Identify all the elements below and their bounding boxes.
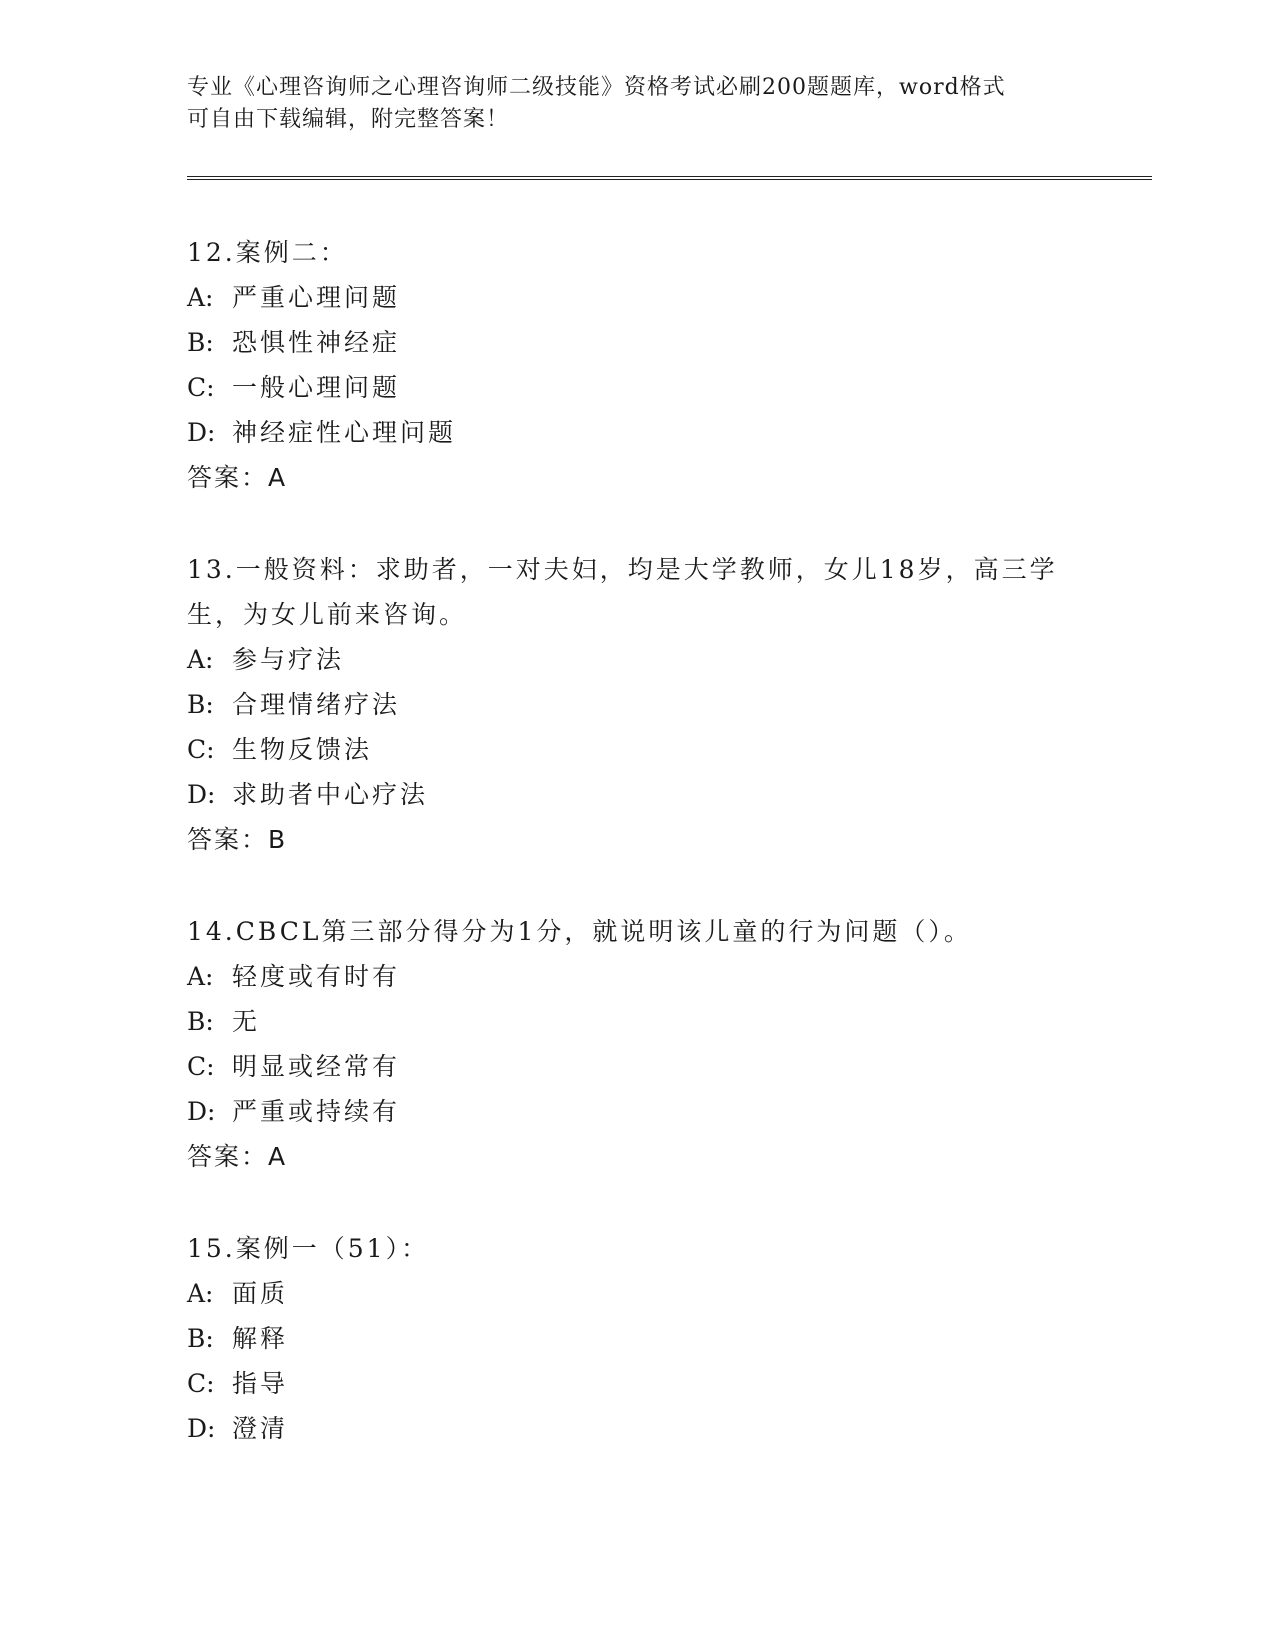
option-text: 生物反馈法 xyxy=(232,735,373,764)
question-stem: 12.案例二： xyxy=(187,238,348,267)
question-12 xyxy=(187,230,1087,500)
option-d xyxy=(187,1406,1087,1451)
option-text: 恐惧性神经症 xyxy=(232,328,401,357)
option-text: 无 xyxy=(232,1007,261,1036)
question-stem: 15.案例一（51）： xyxy=(187,1234,430,1263)
answer-line: 答案：A xyxy=(187,1142,288,1171)
option-text: 明显或经常有 xyxy=(232,1052,401,1081)
option-text: 合理情绪疗法 xyxy=(232,690,401,719)
option-a xyxy=(187,954,1087,999)
option-letter: B: xyxy=(187,1007,214,1036)
question-13 xyxy=(187,547,1087,862)
option-c xyxy=(187,1044,1087,1089)
header-line-2: 可自由下载编辑，附完整答案！ xyxy=(187,107,510,132)
option-a xyxy=(187,637,1087,682)
option-d xyxy=(187,772,1087,817)
option-a xyxy=(187,1271,1087,1316)
option-b xyxy=(187,1316,1087,1361)
question-stem: 14.CBCL第三部分得分为1分，就说明该儿童的行为问题（）。 xyxy=(187,917,972,946)
option-a xyxy=(187,275,1087,320)
option-text: 澄清 xyxy=(232,1414,289,1443)
option-letter: D: xyxy=(187,1414,216,1443)
option-letter: C: xyxy=(187,735,215,764)
option-b xyxy=(187,320,1087,365)
option-text: 参与疗法 xyxy=(232,645,345,674)
question-14 xyxy=(187,909,1087,1179)
header-line-1: 专业《心理咨询师之心理咨询师二级技能》资格考试必刷200题题库，word格式 xyxy=(187,75,1006,100)
option-d xyxy=(187,410,1087,455)
option-text: 求助者中心疗法 xyxy=(232,780,429,809)
question-list xyxy=(187,230,1087,1498)
option-d xyxy=(187,1089,1087,1134)
option-c xyxy=(187,727,1087,772)
option-text: 轻度或有时有 xyxy=(232,962,401,991)
option-letter: B: xyxy=(187,1324,214,1353)
option-letter: D: xyxy=(187,1097,216,1126)
answer-line: 答案：A xyxy=(187,463,288,492)
option-letter: D: xyxy=(187,418,216,447)
option-letter: B: xyxy=(187,328,214,357)
answer-line: 答案：B xyxy=(187,825,288,854)
option-text: 严重心理问题 xyxy=(232,283,401,312)
option-c xyxy=(187,1361,1087,1406)
option-text: 神经症性心理问题 xyxy=(232,418,457,447)
option-text: 一般心理问题 xyxy=(232,373,401,402)
option-text: 面质 xyxy=(232,1279,289,1308)
header-divider xyxy=(187,176,1152,180)
option-letter: A: xyxy=(187,645,214,674)
option-letter: A: xyxy=(187,962,214,991)
option-letter: A: xyxy=(187,283,214,312)
question-15 xyxy=(187,1226,1087,1451)
document-header xyxy=(187,72,1067,136)
option-letter: C: xyxy=(187,373,215,402)
option-letter: D: xyxy=(187,780,216,809)
option-letter: B: xyxy=(187,690,214,719)
option-text: 严重或持续有 xyxy=(232,1097,401,1126)
option-letter: A: xyxy=(187,1279,214,1308)
option-b xyxy=(187,682,1087,727)
option-c xyxy=(187,365,1087,410)
option-letter: C: xyxy=(187,1052,215,1081)
option-text: 指导 xyxy=(232,1369,289,1398)
option-letter: C: xyxy=(187,1369,215,1398)
option-b xyxy=(187,999,1087,1044)
question-stem: 13.一般资料：求助者，一对夫妇，均是大学教师，女儿18岁，高三学生，为女儿前来咨询。 xyxy=(187,555,1058,629)
option-text: 解释 xyxy=(232,1324,289,1353)
